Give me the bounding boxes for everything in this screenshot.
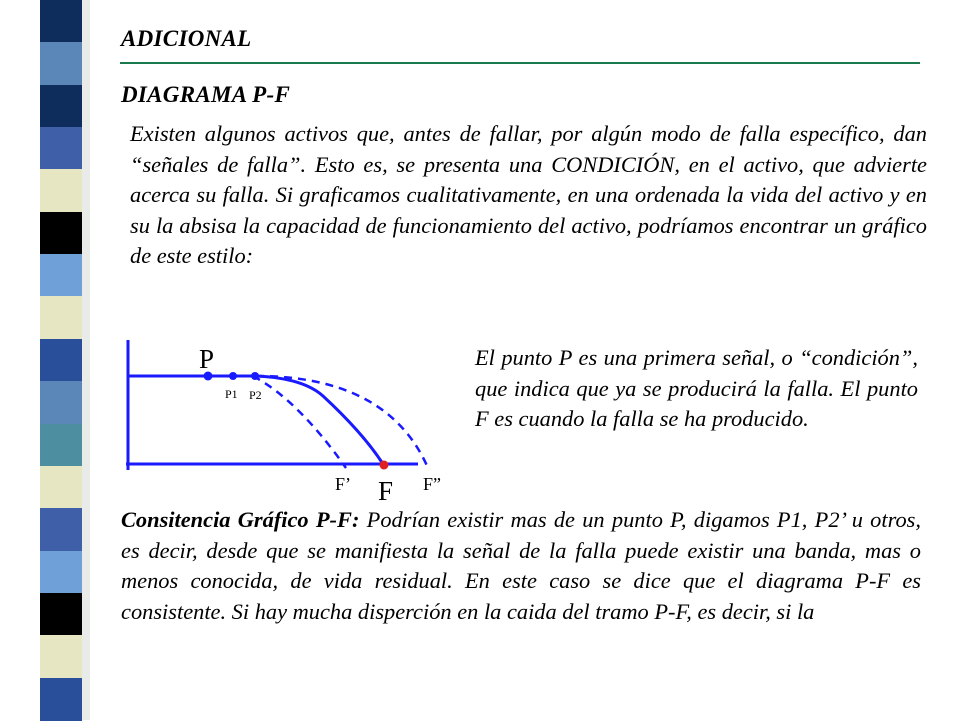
note-paragraph: El punto P es una primera señal, o “condición”, que indica que ya se producirá la falla. El punto F es cuando la falla se ha producido. bbox=[475, 345, 918, 432]
stripe-block bbox=[40, 85, 82, 128]
label-p1: P1 bbox=[225, 387, 238, 401]
label-f-prime: F’ bbox=[335, 474, 352, 494]
stripe-block bbox=[40, 296, 82, 339]
stripe-block bbox=[40, 254, 82, 297]
pf-curve-f-double-prime bbox=[256, 376, 428, 468]
stripe-block bbox=[40, 127, 82, 170]
label-f: F bbox=[378, 476, 394, 506]
label-f-double-prime: F” bbox=[423, 474, 441, 494]
stripe-block bbox=[40, 169, 82, 212]
stripe-block bbox=[40, 678, 82, 721]
decorative-stripe-shadow bbox=[82, 0, 90, 720]
stripe-block bbox=[40, 508, 82, 551]
label-p: P bbox=[199, 344, 215, 374]
stripe-block bbox=[40, 381, 82, 424]
pf-diagram bbox=[118, 338, 463, 508]
pf-curve-f-prime bbox=[253, 376, 346, 468]
stripe-block bbox=[40, 424, 82, 467]
slide-title: ADICIONAL bbox=[121, 26, 252, 51]
stripe-block bbox=[40, 339, 82, 382]
point-p2 bbox=[251, 372, 259, 380]
stripe-block bbox=[40, 212, 82, 255]
section-title: DIAGRAMA P-F bbox=[121, 82, 291, 107]
title-divider bbox=[120, 62, 920, 64]
stripe-block bbox=[40, 0, 82, 43]
point-p1 bbox=[229, 372, 237, 380]
intro-paragraph: Existen algunos activos que, antes de fallar, por algún modo de falla específico, dan “señales de falla”. Esto es, se presenta una CONDICIÓN, en el activo, que advierte acerca su falla. Si graficamos cualitativamente, en una ordenada la vida del activo y en su la absisa la capacidad de funcionamiento del activo, podríamos encontrar un gráfico de este estilo: bbox=[130, 121, 927, 269]
stripe-block bbox=[40, 593, 82, 636]
consistency-paragraph bbox=[121, 505, 921, 627]
stripe-block bbox=[40, 42, 82, 85]
stripe-block bbox=[40, 635, 82, 678]
label-p2: P2 bbox=[249, 388, 262, 402]
decorative-stripe bbox=[40, 0, 82, 720]
stripe-block bbox=[40, 551, 82, 594]
consistency-label: Consitencia Gráfico P-F: bbox=[121, 507, 360, 532]
consistency-text: Podrían existir mas de un punto P, digamos P1, P2’ u otros, es decir, desde que se manifiesta la señal de la falla puede existir una banda, mas o menos conocida, de vida residual. En este caso se dice que el diagrama P-F es consistente. Si hay mucha disperción en la caida del tramo P-F, es decir, si la bbox=[121, 507, 921, 624]
stripe-block bbox=[40, 466, 82, 509]
point-f bbox=[380, 461, 389, 470]
